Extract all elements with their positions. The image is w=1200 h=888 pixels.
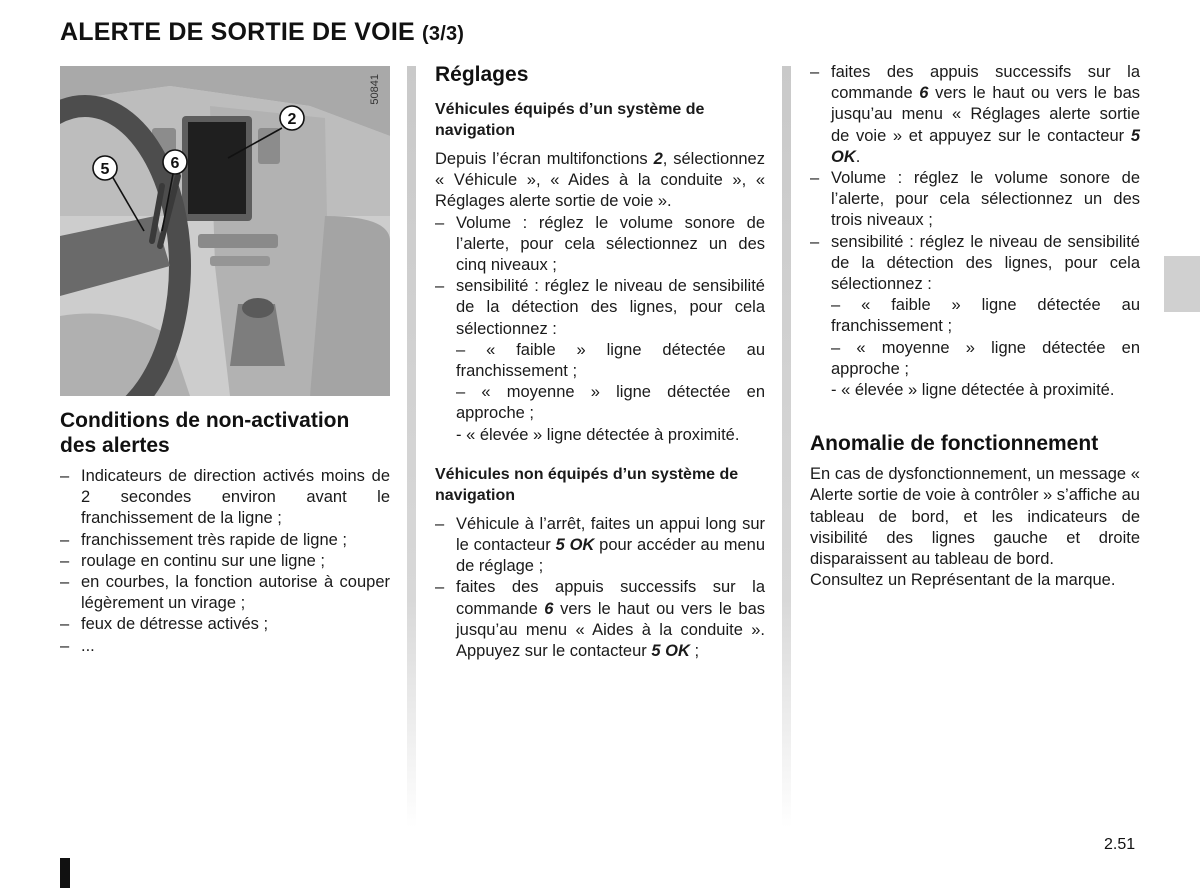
text-run: vers le haut ou vers le bas jusqu’au menu « Réglages alerte sortie de voie » et appuyez sur le contacteur [831, 84, 1140, 145]
settings-heading: Réglages [435, 63, 529, 86]
list-item: - « élevée » ligne détectée à proximité. [831, 381, 1115, 400]
callout-label: 5 [100, 161, 110, 178]
no-nav-vehicles-heading: Véhicules non équipés d’un système de navigation [435, 465, 739, 504]
nav-intro [435, 149, 765, 213]
ref-control: 6 [544, 599, 554, 618]
list-item: – feux de détresse activés ; [60, 614, 390, 635]
list-item: – « moyenne » ligne détectée en approche ; [831, 338, 1140, 378]
chapter-tab [1164, 256, 1200, 312]
ref-ok-button: 5 OK [831, 126, 1140, 166]
page-part: (3/3) [422, 23, 465, 45]
ref-ok-button: 5 OK [651, 642, 690, 661]
callout-screen [280, 106, 304, 130]
conditions-heading: Conditions de non-activation des alertes [60, 409, 350, 457]
list-item [810, 232, 1140, 402]
list-item [435, 276, 765, 446]
no-nav-steps-continued [810, 62, 1140, 401]
ref-control: 6 [919, 84, 929, 103]
conditions-list [60, 466, 390, 657]
list-item: – en courbes, la fonction autorise à couper légèrement un virage ; [60, 572, 390, 614]
list-item: – « faible » ligne détectée au franchissement ; [456, 340, 765, 381]
text-run: pour accéder au menu de réglage ; [456, 536, 765, 576]
text-run: faites des appuis successifs sur la commande [831, 63, 1140, 103]
dashboard-figure [60, 66, 390, 396]
malfunction-heading: Anomalie de fonctionnement [810, 432, 1099, 456]
list-item [435, 514, 765, 578]
page-corner-mark [60, 858, 70, 888]
figure-reference: 50841 [368, 74, 381, 105]
text-run: vers le haut ou vers le bas jusqu’au menu « Aides à la conduite ». Appuyez sur le contacteur [456, 599, 765, 661]
no-nav-steps-list [435, 514, 765, 662]
column-left [60, 62, 390, 657]
text-run: , sélectionnez « Véhicule », « Aides à la conduite », « Réglages alerte sortie de voie ». [435, 150, 765, 211]
list-item: – Indicateurs de direction activés moins de 2 secondes environ avant le franchissement de la ligne ; [60, 466, 390, 530]
callout-label: 2 [287, 111, 297, 128]
page-title-text: ALERTE DE SORTIE DE VOIE [60, 18, 415, 46]
list-item: – ... [60, 636, 390, 657]
text-run: ; [689, 642, 700, 661]
list-item: - « élevée » ligne détectée à proximité. [456, 425, 740, 444]
text-run: sensibilité : réglez le niveau de sensibilité de la détection des lignes, pour cela sélectionnez : [456, 277, 765, 338]
malfunction-contact: Consultez un Représentant de la marque. [810, 571, 1116, 590]
callout-label: 6 [170, 155, 180, 172]
callout-lever-right [163, 150, 187, 174]
column-divider [407, 66, 416, 828]
malfunction-text: En cas de dysfonctionnement, un message « Alerte sortie de voie à contrôler » s’affiche au tableau de bord, et les indicateurs de visibilité des lignes gauche et droite disparaissent au tableau de bord. [810, 465, 1140, 569]
list-item: – « moyenne » ligne détectée en approche ; [456, 383, 765, 423]
list-item [810, 62, 1140, 168]
nav-vehicles-heading: Véhicules équipés d’un système de navigation [435, 101, 705, 139]
callout-lever-left [93, 156, 117, 180]
column-middle [435, 62, 765, 662]
text-run: sensibilité : réglez le niveau de sensibilité de la détection des lignes, pour cela sélectionnez : [831, 232, 1140, 294]
list-item: – « faible » ligne détectée au franchissement ; [831, 296, 1140, 336]
text-run: . [855, 147, 861, 166]
ref-ok-button: 5 OK [555, 536, 595, 555]
text-run: Depuis l’écran multifonctions [435, 150, 654, 168]
sensitivity-levels [456, 340, 765, 446]
nav-settings-list [435, 213, 765, 446]
list-item: – Volume : réglez le volume sonore de l’alerte, pour cela sélectionnez un des trois niveaux ; [810, 168, 1140, 232]
dashboard-illustration [60, 66, 390, 396]
list-item: – franchissement très rapide de ligne ; [60, 530, 390, 551]
column-divider [782, 66, 791, 828]
text-run: faites des appuis successifs sur la commande [456, 578, 765, 618]
sensitivity-levels [831, 295, 1140, 401]
list-item [435, 577, 765, 662]
page-title [60, 18, 464, 47]
list-item: – roulage en continu sur une ligne ; [60, 551, 390, 572]
ref-screen: 2 [653, 150, 663, 168]
page-number: 2.51 [1104, 836, 1136, 853]
column-right [810, 62, 1140, 591]
text-run: Véhicule à l’arrêt, faites un appui long sur le contacteur [456, 514, 765, 555]
list-item: – Volume : réglez le volume sonore de l’alerte, pour cela sélectionnez un des cinq niveaux ; [435, 213, 765, 277]
